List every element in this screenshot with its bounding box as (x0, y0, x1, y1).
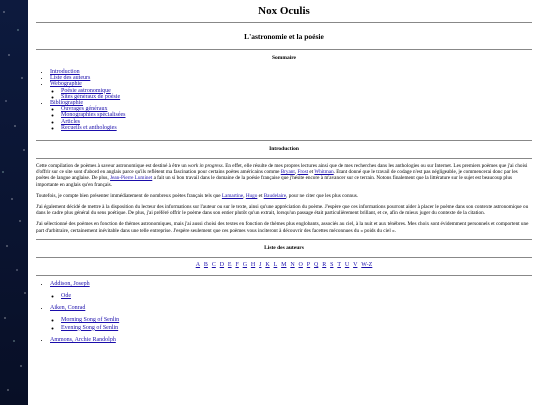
intro-paragraph-3: J'ai également décidé de mettre à la disposition du lecteur des informations sur l'auteur ou sur le texte, ainsi qu'une appréciation du poème. J'espère que ces informations pourront aider à placer le poème dans son contexte astronomique ou dans le cadre plus général du sens poétique. De plus, j'ai préféré offrir le poème dans son entier plutôt qu'un extrait, lorsqu'un passage était particulièrement brillant, et ce, afin de mieux juger du contexte de la citation. (36, 204, 529, 217)
toc-link-monographies[interactable]: Monographies spécialisées (61, 112, 126, 119)
list-item (50, 337, 532, 343)
author-link-whitman[interactable]: Whitman (314, 169, 334, 176)
divider (36, 239, 532, 240)
list-item (50, 305, 532, 331)
letter-link[interactable]: C (211, 261, 216, 268)
authors-heading: Liste des auteurs (264, 244, 304, 251)
toc-heading: Sommaire (271, 55, 297, 61)
list-item (50, 100, 532, 131)
author-link-baudelaire[interactable]: Baudelaire (263, 192, 287, 199)
letter-link[interactable]: P (306, 261, 311, 268)
author-link-ammons[interactable]: Ammons, Archie Randolph (50, 336, 116, 343)
list-item (50, 81, 532, 100)
letter-link[interactable]: L (273, 261, 278, 268)
poem-link-morning-song[interactable]: Morning Song of Senlin (61, 317, 120, 324)
list-item (61, 317, 532, 323)
letter-link[interactable]: V (353, 261, 358, 268)
divider (36, 257, 532, 258)
toc-link-sites-generaux[interactable]: Sites généraux de poésie (61, 93, 121, 100)
letter-link[interactable]: A (195, 261, 201, 268)
letter-link[interactable]: N (290, 261, 295, 268)
author-link-luminet[interactable]: Jean-Pierre Luminet (110, 175, 153, 182)
page-content (36, 0, 532, 349)
letter-link[interactable]: O (298, 261, 303, 268)
author-link-bryant[interactable]: Bryant (280, 169, 295, 176)
author-link-addison[interactable]: Addison, Joseph (50, 280, 90, 287)
alphabet-index (36, 262, 532, 268)
letter-link[interactable]: T (337, 261, 341, 268)
letter-link[interactable]: K (265, 261, 270, 268)
letter-link[interactable]: H (250, 261, 256, 268)
toc-link-articles[interactable]: Articles (61, 118, 80, 125)
page-heading: L'astronomie et la poésie (244, 32, 324, 41)
divider (36, 22, 532, 23)
list-item (61, 293, 532, 299)
list-item (50, 281, 532, 299)
intro-paragraph-2: Toutefois, je compte bien présenter immédiatement de nombreux poètes français tels que Lamartine, Hugo et Baudelaire, pour ne citer que les plus connus. (36, 192, 359, 199)
toc-link-introduction[interactable]: Introduction (50, 69, 80, 75)
author-link-frost[interactable]: Frost (297, 169, 309, 176)
toc-link-authors[interactable]: Liste des auteurs (50, 75, 91, 82)
letter-link[interactable]: F (235, 261, 239, 268)
toc-link-poesie-astronomique[interactable]: Poésie astronomique (61, 87, 111, 94)
list-item (61, 125, 532, 131)
poem-link-ode[interactable]: Ode (61, 293, 71, 300)
letter-link[interactable]: U (344, 261, 350, 268)
author-link-hugo[interactable]: Hugo (245, 192, 258, 199)
divider (36, 49, 532, 50)
letter-link[interactable]: G (242, 261, 248, 268)
intro-paragraph-1: Cette compilation de poèmes à saveur astronomique est destiné à être un work in progress. En effet, elle résulte de mes propres lectures ainsi que de mes recherches dans les anthologies ou sur Internet. Les premiers poèmes que j'ai choisi d'offrir sur ce site sont d'abord en anglais parce qu'ils reflètent ma fascination pour certains poètes américains comme Bryant, Frost et Whitman. Etant donné que le travail de codage n'est pas négligeable, je commencerai donc par les poètes de langue anglaise. De plus, Jean-Pierre Luminet a fait un si bon travail dans le domaine de la poésie française que j'hésite encore à m'avancer sur ce terrain. Notons finalement que la littérature sur le sujet est beaucoup plus importante en anglais qu'en français. (36, 163, 528, 188)
letter-link[interactable]: D (219, 261, 225, 268)
table-of-contents (36, 67, 532, 140)
divider (36, 140, 532, 141)
letter-link[interactable]: S (330, 261, 334, 268)
toc-link-ouvrages-generaux[interactable]: Ouvrages généraux (61, 106, 108, 113)
intro-heading: Introduction (269, 146, 299, 153)
letter-link[interactable]: M (281, 261, 287, 268)
author-link-lamartine[interactable]: Lamartine (221, 192, 244, 199)
toc-link-bibliographie[interactable]: Bibliographie (50, 100, 83, 107)
letter-link[interactable]: J (259, 261, 262, 268)
introduction-section (36, 163, 532, 234)
intro-paragraph-4: J'ai sélectionné des poèmes en fonction de thèmes astronomiques, mais j'ai aussi choisi des textes en fonction de thèmes plus englobants, associés au ciel, à la nuit et aux ténèbres. Mes choix sont évidemment personnels et comportent une part d'arbitraire, certainement inévitable dans une telle entreprise. J'espère seulement que ces poèmes vous inciteront à découvrir des facettes méconnues du « poids du ciel ». (36, 221, 529, 234)
letter-link[interactable]: E (227, 261, 232, 268)
toc-link-webographie[interactable]: Webographie (50, 81, 82, 88)
letter-link[interactable]: R (322, 261, 327, 268)
list-item (61, 325, 532, 331)
letter-link[interactable]: Q (313, 261, 319, 268)
author-link-aiken[interactable]: Aiken, Conrad (50, 305, 86, 312)
starfield-background (0, 0, 28, 405)
divider (36, 158, 532, 159)
poem-link-evening-song[interactable]: Evening Song of Senlin (61, 324, 119, 331)
author-list (36, 276, 532, 343)
site-title: Nox Oculis (258, 5, 310, 17)
toc-link-recueils[interactable]: Recueils et anthologies (61, 124, 117, 131)
letter-link[interactable]: B (203, 261, 208, 268)
letter-link[interactable]: W-Z (361, 261, 373, 268)
